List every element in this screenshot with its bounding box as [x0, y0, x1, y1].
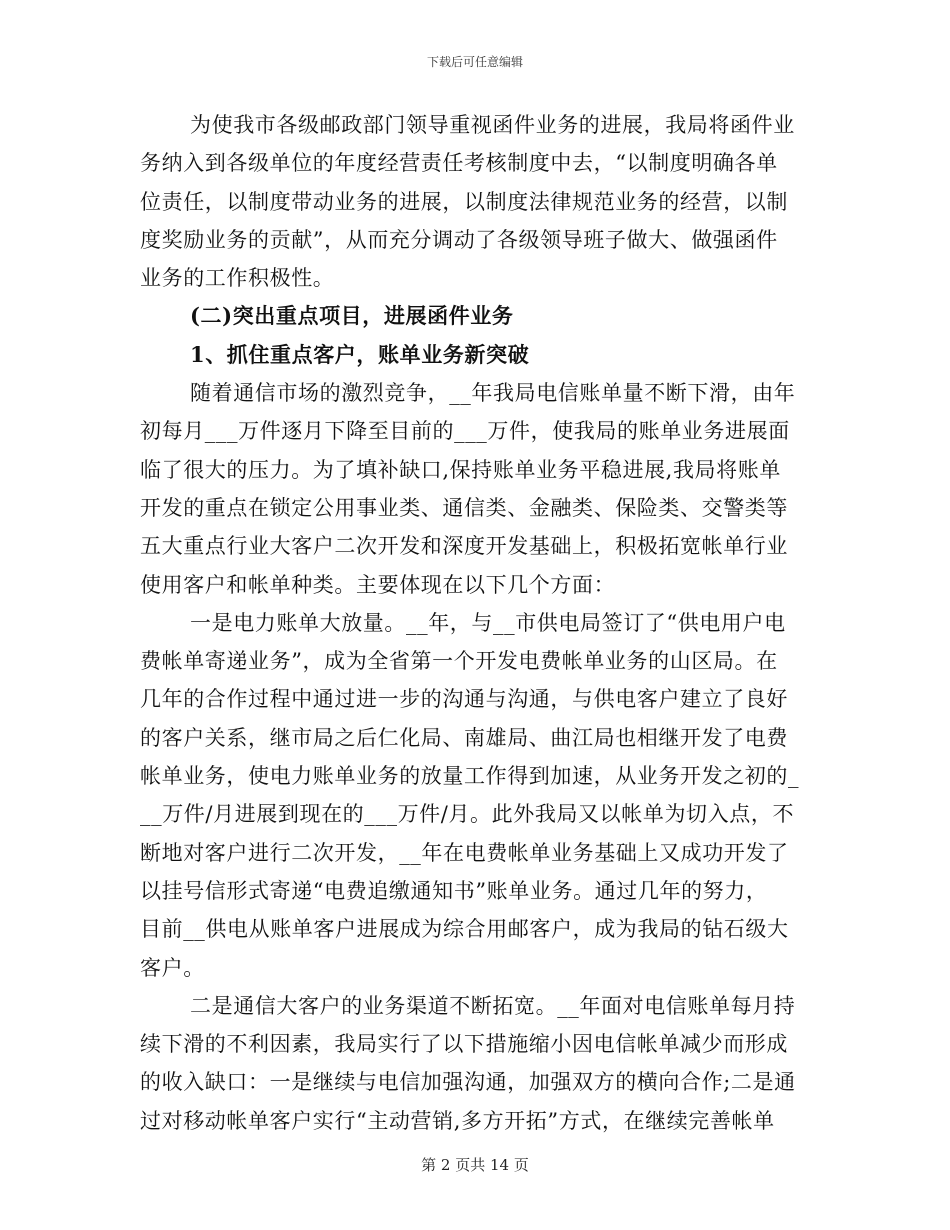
paragraph-line: 务纳入到各级单位的年度经营责任考核制度中去，“以制度明确各单	[140, 151, 778, 176]
paragraph-line: 度奖励业务的贡献”，从而充分调动了各级领导班子做大、做强函件	[140, 227, 778, 252]
paragraph-line: 五大重点行业大客户二次开发和深度开发基础上，积极拓宽帐单行业	[140, 534, 788, 559]
paragraph-line: 续下滑的不利因素，我局实行了以下措施缩小因电信帐单减少而形成	[140, 1032, 788, 1057]
paragraph-line: 使用客户和帐单种类。主要体现在以下几个方面：	[140, 572, 616, 597]
page-header: 下载后可任意编辑	[426, 55, 523, 69]
paragraph-line: 随着通信市场的激烈竞争，__年我局电信账单量不断下滑，由年	[190, 381, 796, 406]
section-heading: (二)突出重点项目，进展函件业务	[190, 303, 514, 329]
paragraph-line: 一是电力账单大放量。__年，与__市供电局签订了“供电用户电	[190, 610, 786, 635]
paragraph-line: 的客户关系，继市局之后仁化局、南雄局、曲江局也相继开发了电费	[140, 725, 788, 750]
paragraph-line: 目前__供电从账单客户进展成为综合用邮客户，成为我局的钻石级大	[140, 917, 789, 942]
paragraph-line: 位责任，以制度带动业务的进展，以制度法律规范业务的经营，以制	[140, 189, 788, 214]
paragraph-line: 临了很大的压力。为了填补缺口,保持账单业务平稳进展,我局将账单	[140, 457, 781, 482]
paragraph-line: 业务的工作积极性。	[140, 266, 335, 291]
paragraph-line: 为使我市各级邮政部门领导重视函件业务的进展，我局将函件业	[190, 113, 795, 137]
paragraph-line: 费帐单寄递业务”，成为全省第一个开发电费帐单业务的山区局。在	[140, 649, 778, 674]
paragraph-line: 初每月___万件逐月下降至目前的___万件，使我局的账单业务进展面	[140, 419, 790, 444]
page-footer: 第 2 页共 14 页	[421, 1156, 529, 1174]
subsection-heading: 1、抓住重点客户，账单业务新突破	[190, 341, 530, 367]
paragraph-line: 断地对客户进行二次开发，__年在电费帐单业务基础上又成功开发了	[140, 840, 789, 865]
paragraph-line: 几年的合作过程中通过进一步的沟通与沟通，与供电客户建立了良好	[140, 687, 788, 712]
paragraph-line: 客户。	[140, 955, 205, 980]
document-body	[140, 106, 812, 1140]
paragraph-line: 帐单业务，使电力账单业务的放量工作得到加速，从业务开发之初的_	[140, 764, 800, 789]
paragraph-line: __万件/月进展到现在的___万件/月。此外我局又以帐单为切入点，不	[140, 802, 795, 827]
paragraph-line: 开发的重点在锁定公用事业类、通信类、金融类、保险类、交警类等	[140, 495, 788, 520]
paragraph-line: 过对移动帐单客户实行“主动营销,多方开拓”方式，在继续完善帐单	[140, 1108, 775, 1133]
paragraph-line: 二是通信大客户的业务渠道不断拓宽。__年面对电信账单每月持	[190, 993, 796, 1018]
paragraph-line: 的收入缺口：一是继续与电信加强沟通，加强双方的横向合作;二是通	[140, 1070, 796, 1095]
paragraph-line: 以挂号信形式寄递“电费追缴通知书”账单业务。通过几年的努力，	[140, 878, 768, 903]
